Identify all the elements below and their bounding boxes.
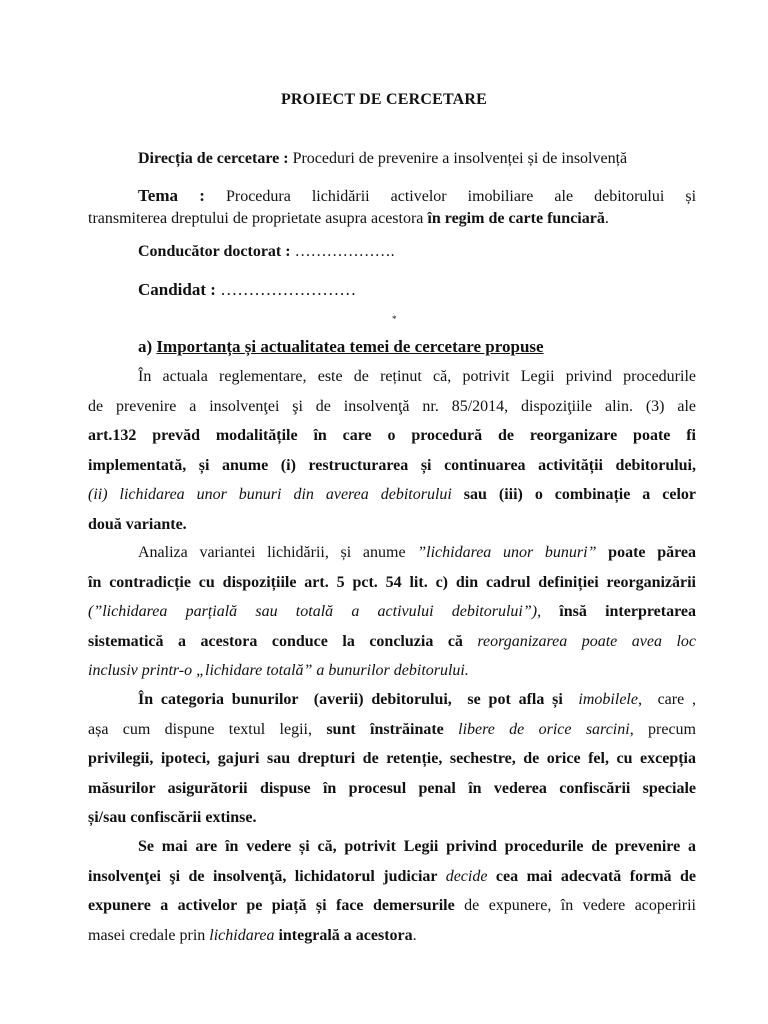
doctoral-supervisor (138, 243, 395, 261)
p4-line-2 (88, 862, 696, 892)
section-a-title: Importanța și actualitatea temei de cercetare propuse (156, 337, 544, 356)
paragraph-3 (88, 685, 696, 833)
research-direction-label: Direcția de cercetare : (138, 150, 289, 167)
p3-line-2-bold: sunt înstrăinate (326, 720, 444, 738)
asterisk-mark: * (392, 314, 397, 324)
p3-line-2 (88, 715, 696, 745)
p3-line-2-start: așa cum dispune textul legii, (88, 720, 327, 738)
p4-line-2-start: insolvenţei şi de insolvenţă, lichidatorul judiciar (88, 867, 446, 885)
p2-line-1-start: Analiza variantei lichidării, și anume (138, 544, 418, 561)
research-direction (138, 150, 627, 168)
p2-line-4 (88, 627, 696, 657)
p3-line-2-end: , precum (629, 720, 697, 738)
p4-line-4-start: masei credale prin (88, 926, 210, 944)
paragraph-4 (88, 832, 696, 950)
p2-line-4-italic: reorganizarea poate avea loc (477, 632, 696, 650)
p3-line-4: măsurilor asigurătorii dispuse în procesul penal în vederea confiscării speciale (88, 779, 696, 797)
section-a-heading (138, 337, 544, 357)
p4-line-1: Se mai are în vedere și că, potrivit Legii privind procedurile de prevenire a (138, 838, 696, 855)
p3-line-1-italic: imobilele (578, 691, 638, 708)
paragraph-1 (88, 362, 696, 539)
p2-line-4-start: sistematică a acestora conduce la concluzia că (88, 632, 478, 650)
p2-line-2: în contradicție cu dispozițiile art. 5 pct. 54 lit. c) din cadrul definiției reorganizării (88, 573, 696, 591)
p4-line-3-bold: expunere a activelor pe piață și face demersurile (88, 897, 455, 914)
p3-line-1-start: În categoria bunurilor (averii) debitorului, se pot afla și (138, 691, 579, 708)
p3-line-3: privilegii, ipoteci, gajuri sau drepturi de retenție, sechestre, de orice fel, cu excepția (88, 750, 696, 767)
p2-line-3-italic: (”lichidarea parțială sau totală a activului debitorului”), (88, 603, 542, 620)
p1-line-3: art.132 prevăd modalitățile în care o procedură de reorganizare poate fi (88, 427, 696, 444)
theme-line-2-bold: în regim de carte funciară (427, 210, 605, 227)
supervisor-label: Conducător doctorat : (138, 243, 291, 260)
p1-line-5-rest: sau (iii) o combinație a celor (451, 486, 696, 503)
p3-line-1 (88, 685, 696, 715)
theme-line-1: Procedura lichidării activelor imobiliare ale debitorului și (225, 188, 697, 205)
p4-line-3-end: de expunere, în vedere acoperirii (454, 897, 697, 914)
p4-line-3 (88, 891, 696, 921)
p3-line-2-italic: libere de orice sarcini (443, 720, 630, 738)
candidate-label: Candidat : (138, 280, 216, 299)
page-title: PROIECT DE CERCETARE (280, 91, 488, 108)
section-a-prefix: a) (138, 337, 157, 356)
research-direction-value: Proceduri de prevenire a insolvenței și de insolvență (288, 150, 628, 167)
candidate-value: …………………… (215, 280, 357, 299)
candidate (138, 280, 356, 300)
p2-line-1 (88, 538, 696, 568)
p4-line-4-end: . (412, 926, 417, 944)
p4-line-4-bold: integrală a acestora (274, 926, 413, 944)
p4-line-2-italic: decide (445, 867, 488, 885)
p1-line-6: două variante. (88, 515, 187, 533)
theme-line-2-end: . (604, 210, 609, 227)
p4-line-4 (88, 921, 696, 951)
supervisor-value: ………………. (290, 243, 395, 260)
p2-line-5: inclusiv printr-o „lichidare totală” a bunurilor debitorului. (88, 662, 469, 679)
p4-line-4-italic: lichidarea (209, 926, 275, 944)
p1-line-5-italic: (ii) lichidarea unor bunuri din averea debitorului (88, 486, 452, 503)
p1-line-1: În actuala reglementare, este de reținut că, potrivit Legii privind procedurile (138, 368, 696, 385)
p4-line-2-end: cea mai adecvată formă de (487, 867, 696, 885)
paragraph-2 (88, 538, 696, 686)
p1-line-5 (88, 480, 696, 510)
theme-label: Tema : (138, 186, 205, 205)
p2-line-3-end: însă interpretarea (541, 603, 697, 620)
p2-line-3 (88, 597, 696, 627)
theme-line-2: transmiterea dreptului de proprietate asupra acestora (88, 210, 428, 227)
p3-line-5: și/sau confiscării extinse. (88, 809, 257, 826)
research-theme (88, 185, 696, 230)
p2-line-1-end: poate părea (596, 544, 696, 561)
p1-line-4: implementată, și anume (i) restructurarea și continuarea activității debitorului, (88, 456, 696, 474)
p3-line-1-end: , care , (637, 691, 697, 708)
p1-line-2: de prevenire a insolvenţei şi de insolvenţă nr. 85/2014, dispoziţiile alin. (3) ale (88, 397, 696, 415)
p2-line-1-italic: ”lichidarea unor bunuri” (417, 544, 597, 561)
